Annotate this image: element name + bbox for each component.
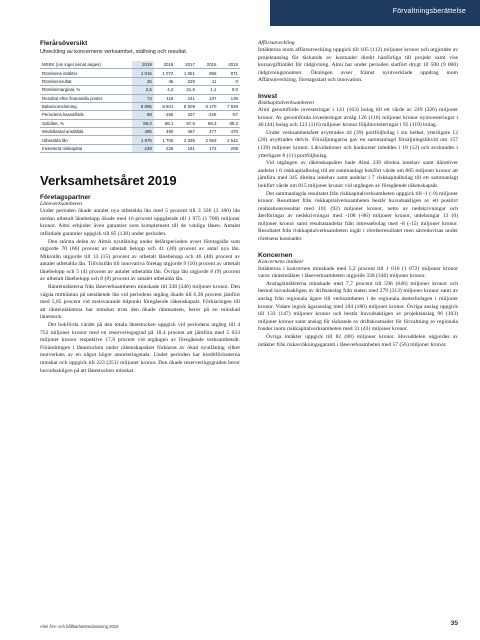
table-cell: 1,1	[197, 86, 219, 94]
table-cell: 249	[132, 144, 154, 152]
table-row	[40, 102, 240, 110]
table-row	[40, 144, 240, 152]
table-cell: 137	[197, 94, 219, 102]
table-row	[40, 128, 240, 136]
table-cell: 45	[154, 77, 176, 85]
table-header-cell: 2019	[132, 61, 154, 69]
table-cell: 118	[154, 94, 176, 102]
table-row	[40, 94, 240, 102]
table-cell: 0,0	[218, 86, 240, 94]
table-header-cell: MSEK (om inget annat anges)	[40, 61, 132, 69]
table-cell: 87,6	[175, 119, 197, 127]
table-cell: 172	[197, 144, 219, 152]
table-cell: 21,6	[175, 86, 197, 94]
table-cell: 226	[154, 144, 176, 152]
table-cell: 181	[175, 144, 197, 152]
table-row	[40, 86, 240, 94]
table-cell: 0	[218, 77, 240, 85]
body-text	[258, 107, 458, 244]
paragraph: Vid utgången av räkenskapsåret hade Almi 339 direkta innehav samt därutöver andelar i 6 riskkapitalbolag till ett sammanlagt bokfört värde om 885 miljoner kronor att jämföra med 345 direkta innehav samt andelar i 7 riskkapitalbolag till ett sammanlagt bokfört värde om 815 miljoner kronor vid utgången av föregående räkenskapsår.	[258, 160, 458, 189]
table-cell: 241	[175, 94, 197, 102]
table-row	[40, 69, 240, 77]
table-cell: 86,0	[132, 119, 154, 127]
body-text	[40, 208, 240, 375]
table-cell: 139	[218, 94, 240, 102]
section-label: Förvaltningsberättelse	[392, 8, 466, 15]
table-cell: 487	[175, 128, 197, 136]
right-column	[258, 40, 458, 349]
table-row	[40, 119, 240, 127]
table-cell: 2,5	[132, 86, 154, 94]
table-row	[40, 111, 240, 119]
table-cell: 1 072	[154, 69, 176, 77]
subheading: Invest	[258, 92, 278, 100]
subsection-heading: Koncernens intäkter	[258, 258, 304, 265]
table-header-cell: 2016	[197, 61, 219, 69]
table-cell: Rörelseresultat	[40, 77, 132, 85]
table-header-cell: 2018	[154, 61, 176, 69]
page-number: 35	[450, 620, 458, 627]
table-cell: 871	[218, 69, 240, 77]
table-cell: 25	[132, 77, 154, 85]
table-cell: 8 601	[154, 102, 176, 110]
table-cell: 8 895	[132, 102, 154, 110]
table-cell: -165	[154, 111, 176, 119]
table-cell: 1 975	[132, 136, 154, 144]
overview-title: Flerårsöversikt	[40, 40, 88, 47]
subsection-heading: Låneverksamheten	[40, 201, 82, 208]
main-title: Verksamhetsåret 2019	[40, 173, 177, 189]
table-cell: 477	[197, 128, 219, 136]
paragraph: Almi genomförde investeringar i 141 (163) bolag till ett värde av 249 (226) miljoner kronor. Av genomförda investeringar avsåg 126 (110) miljoner kronor nyinvesteringar i 46 (44) bolag och 123 (116) miljoner kronor följdinvesteringar i 95 (119) bolag.	[258, 106, 458, 129]
paragraph: Det bokförda värdet på den totala lånestocken uppgick vid periodens utgång till 4 752 miljoner kronor med en reserveringsgrad på 18,4 procent att jämföra med 5 033 miljoner kronor respektive 17,6 procent vid utgången av föregående verksamhetsår. Förändringen i lånestocken under räkenskapsåret förklaras av ökad nyutlåning vilket motverkats av en något högre amorteringstakt. Under perioden har kreditförlusterna minskat och uppgick till 223 (251) miljoner kronor. Den ökade reserveringsgraden beror huvudsakligen på att lånestocken minskat.	[40, 322, 240, 374]
subheading: Företagspartner	[40, 194, 91, 202]
table-cell: 1 700	[154, 136, 176, 144]
table-cell: 74	[132, 94, 154, 102]
table-cell: Investerat riskkapital	[40, 144, 132, 152]
body-text	[258, 266, 458, 350]
table-cell: Rörelsens intäkter	[40, 69, 132, 77]
paragraph: Ränteintäkterna från låneverksamheten minskade till 338 (346) miljoner kronor. Den vägda mitträntan på utestående lån vid periodens utgång ökade till 6,28 procent jämfört med 5,85 procent vid motsvarande tidpunkt föregående räkenskapsår. Förklaringen till att ränteintäkterna har minskat trots den ökade räntesatsen, beror på en minskad lånestock.	[40, 284, 240, 321]
paragraph: Övriga intäkter uppgick till 82 (80) miljoner kronor. Huvuddelen utgjordes av intäkter från riskavräkningsgaranti i låneverksamheten med 57 (56) miljoner kronor.	[258, 334, 458, 348]
table-cell: 4,2	[154, 86, 176, 94]
table-header-cell: 2017	[175, 61, 197, 69]
table-cell: Medeltantal anställda	[40, 128, 132, 136]
table-cell: 229	[175, 77, 197, 85]
table-cell: Periodens kassaflöde	[40, 111, 132, 119]
left-column	[40, 40, 240, 375]
table-cell: 490	[154, 128, 176, 136]
table-cell: 495	[132, 128, 154, 136]
body-text	[258, 47, 458, 85]
table-row	[40, 77, 240, 85]
table-cell: 208	[218, 144, 240, 152]
table-header-cell: 2015	[218, 61, 240, 69]
table-cell: 89,3	[218, 119, 240, 127]
table-cell: Soliditet, %	[40, 119, 132, 127]
table-cell: 11	[197, 77, 219, 85]
table-row	[40, 136, 240, 144]
table-cell: Resultat efter finansiella poster	[40, 94, 132, 102]
subheading: Koncernen	[258, 251, 293, 259]
table-cell: 227	[175, 111, 197, 119]
table-cell: 8 509	[175, 102, 197, 110]
table-cell: 88,1	[154, 119, 176, 127]
table-cell: -57	[218, 111, 240, 119]
table-cell: 2 953	[197, 136, 219, 144]
paragraph: Under verksamhetsåret avyttrades 44 (39) portföljbolag i sin helhet, ytterligare 12 (20) avyttrades delvis. Försäljningarna gav en sammanlagd försäljningslikvid om 157 (139) miljoner kronor. Likvidationer och konkurser inleddes i 10 (12) och avslutades i ytterligare 8 (11) portföljbolag.	[258, 129, 458, 159]
table-cell: 7 929	[218, 102, 240, 110]
table-cell: Balansomslutning	[40, 102, 132, 110]
paragraph: Det sammanlagda resultatet från riskkapitalverksamheten uppgick till -1 (-9) miljoner kronor. Resultatet från riskkapitalverksamheten består huvudsakligen av ett positivt realisationsresultat med 101 (92) miljoner kronor, netto av nedskrivningar och återföringar av nedskrivningar med -108 (-86) miljoner kronor, utdelningar 13 (0) miljoner kronor samt resultatandelar från intressebolag med -8 (-15) miljoner kronor. Resultatet från riskkapitalverksamheten ingår i rörelseresultatet men särredovisas under rörelsens kostnader.	[258, 190, 458, 243]
table-body	[40, 69, 240, 153]
table-cell: 2 335	[175, 136, 197, 144]
paragraph: Den största delen av Almis nyutlåning under delårsperioden avser företagslån som utgjorde 70 (66) procent av utbetalt belopp och 41 (40) procent av antal nya lån. Mikrolån utgjorde till 13 (15) procent av utbetalt lånebelopp och 46 (48) procent av antalet utbetalda lån. Tillväxtlån till innovativa företag utgjorde 9 (10) procent av utbetalt lånebelopp och 5 (4) procent av antalet utbetalda lån. Övriga lån utgjorde 8 (9) procent av utbetalt lånebelopp och 8 (8) procent av antalet utbetalda lån.	[40, 238, 240, 283]
kpi-table	[40, 61, 240, 153]
paragraph: Under perioden ökade antalet nya utbetalda lån med 5 procent till 3 336 (3 180) lån medan utbetalt lånebelopp ökade med 16 procent uppgående till 1 975 (1 700) miljoner kronor. Almi erbjuder även garantier som komplement till de vanliga lånen. Antalet utfärdade garantier uppgick till 85 (138) under perioden.	[40, 208, 240, 237]
table-header-row	[40, 61, 240, 69]
table-cell: 8 170	[197, 102, 219, 110]
table-cell: 88,3	[197, 119, 219, 127]
overview-intro: Utveckling av koncernens verksamhet, ställning och resultat.	[40, 49, 188, 55]
section-banner	[270, 0, 480, 26]
table-cell: 1 061	[175, 69, 197, 77]
footer-text: Almi Års- och hållbarhetsredovisning 2019	[40, 624, 119, 629]
table-cell: Utbetalda lån	[40, 136, 132, 144]
table-cell: 2 542	[218, 136, 240, 144]
subsection-heading: Riskkapitalverksamheten	[258, 99, 314, 106]
table-cell: Rörelsemarginal, %	[40, 86, 132, 94]
paragraph: Intäkterna inom affärsutveckling uppgick till 105 (112) miljoner kronor och utgjordes av projektanslag för täckande av kostnader direkt hänförliga till projekt samt viss kursavgiftintäkt för rådgivning. Almi har under perioden slutfört drygt 10 500 (9 000) rådgivningsinsatser. Ökningen avser främst nyutvecklade uppdrag inom Affärsutveckling, företagsstart och innovation.	[258, 47, 458, 84]
subsection-heading: Affärsutveckling	[258, 40, 295, 46]
table-cell: 958	[197, 69, 219, 77]
paragraph: Intäkterna i koncernen minskade med 5,2 procent till 1 016 (1 072) miljoner kronor varav ränteintäkter i låneverksamheten utgjorde 338 (346) miljoner kronor.	[258, 265, 458, 280]
table-cell: 1 016	[132, 69, 154, 77]
table-cell: -226	[197, 111, 219, 119]
table-cell: 88	[132, 111, 154, 119]
table-cell: 470	[218, 128, 240, 136]
paragraph: Anslagsintäkterna minskade med 7,7 procent till 596 (646) miljoner kronor och bestod huvudsakligen av driftsanslag från staten med 279 (313) miljoner kronor samt av anslag från regionala ägare till verksamheten i de regionala dotterbolagen i miljoner kronor. Vidare ingick ägaranslag med 184 (186) miljoner kronor. Övriga anslag uppgick till 133 (147) miljoner kronor och består huvudsakligen av projektanslag 96 (103) miljoner kronor samt anslag för täckande av driftskostnader för förvaltning av regionala fonder inom riskkapitalverksamheten med 31 (43) miljoner kronor.	[258, 280, 458, 333]
